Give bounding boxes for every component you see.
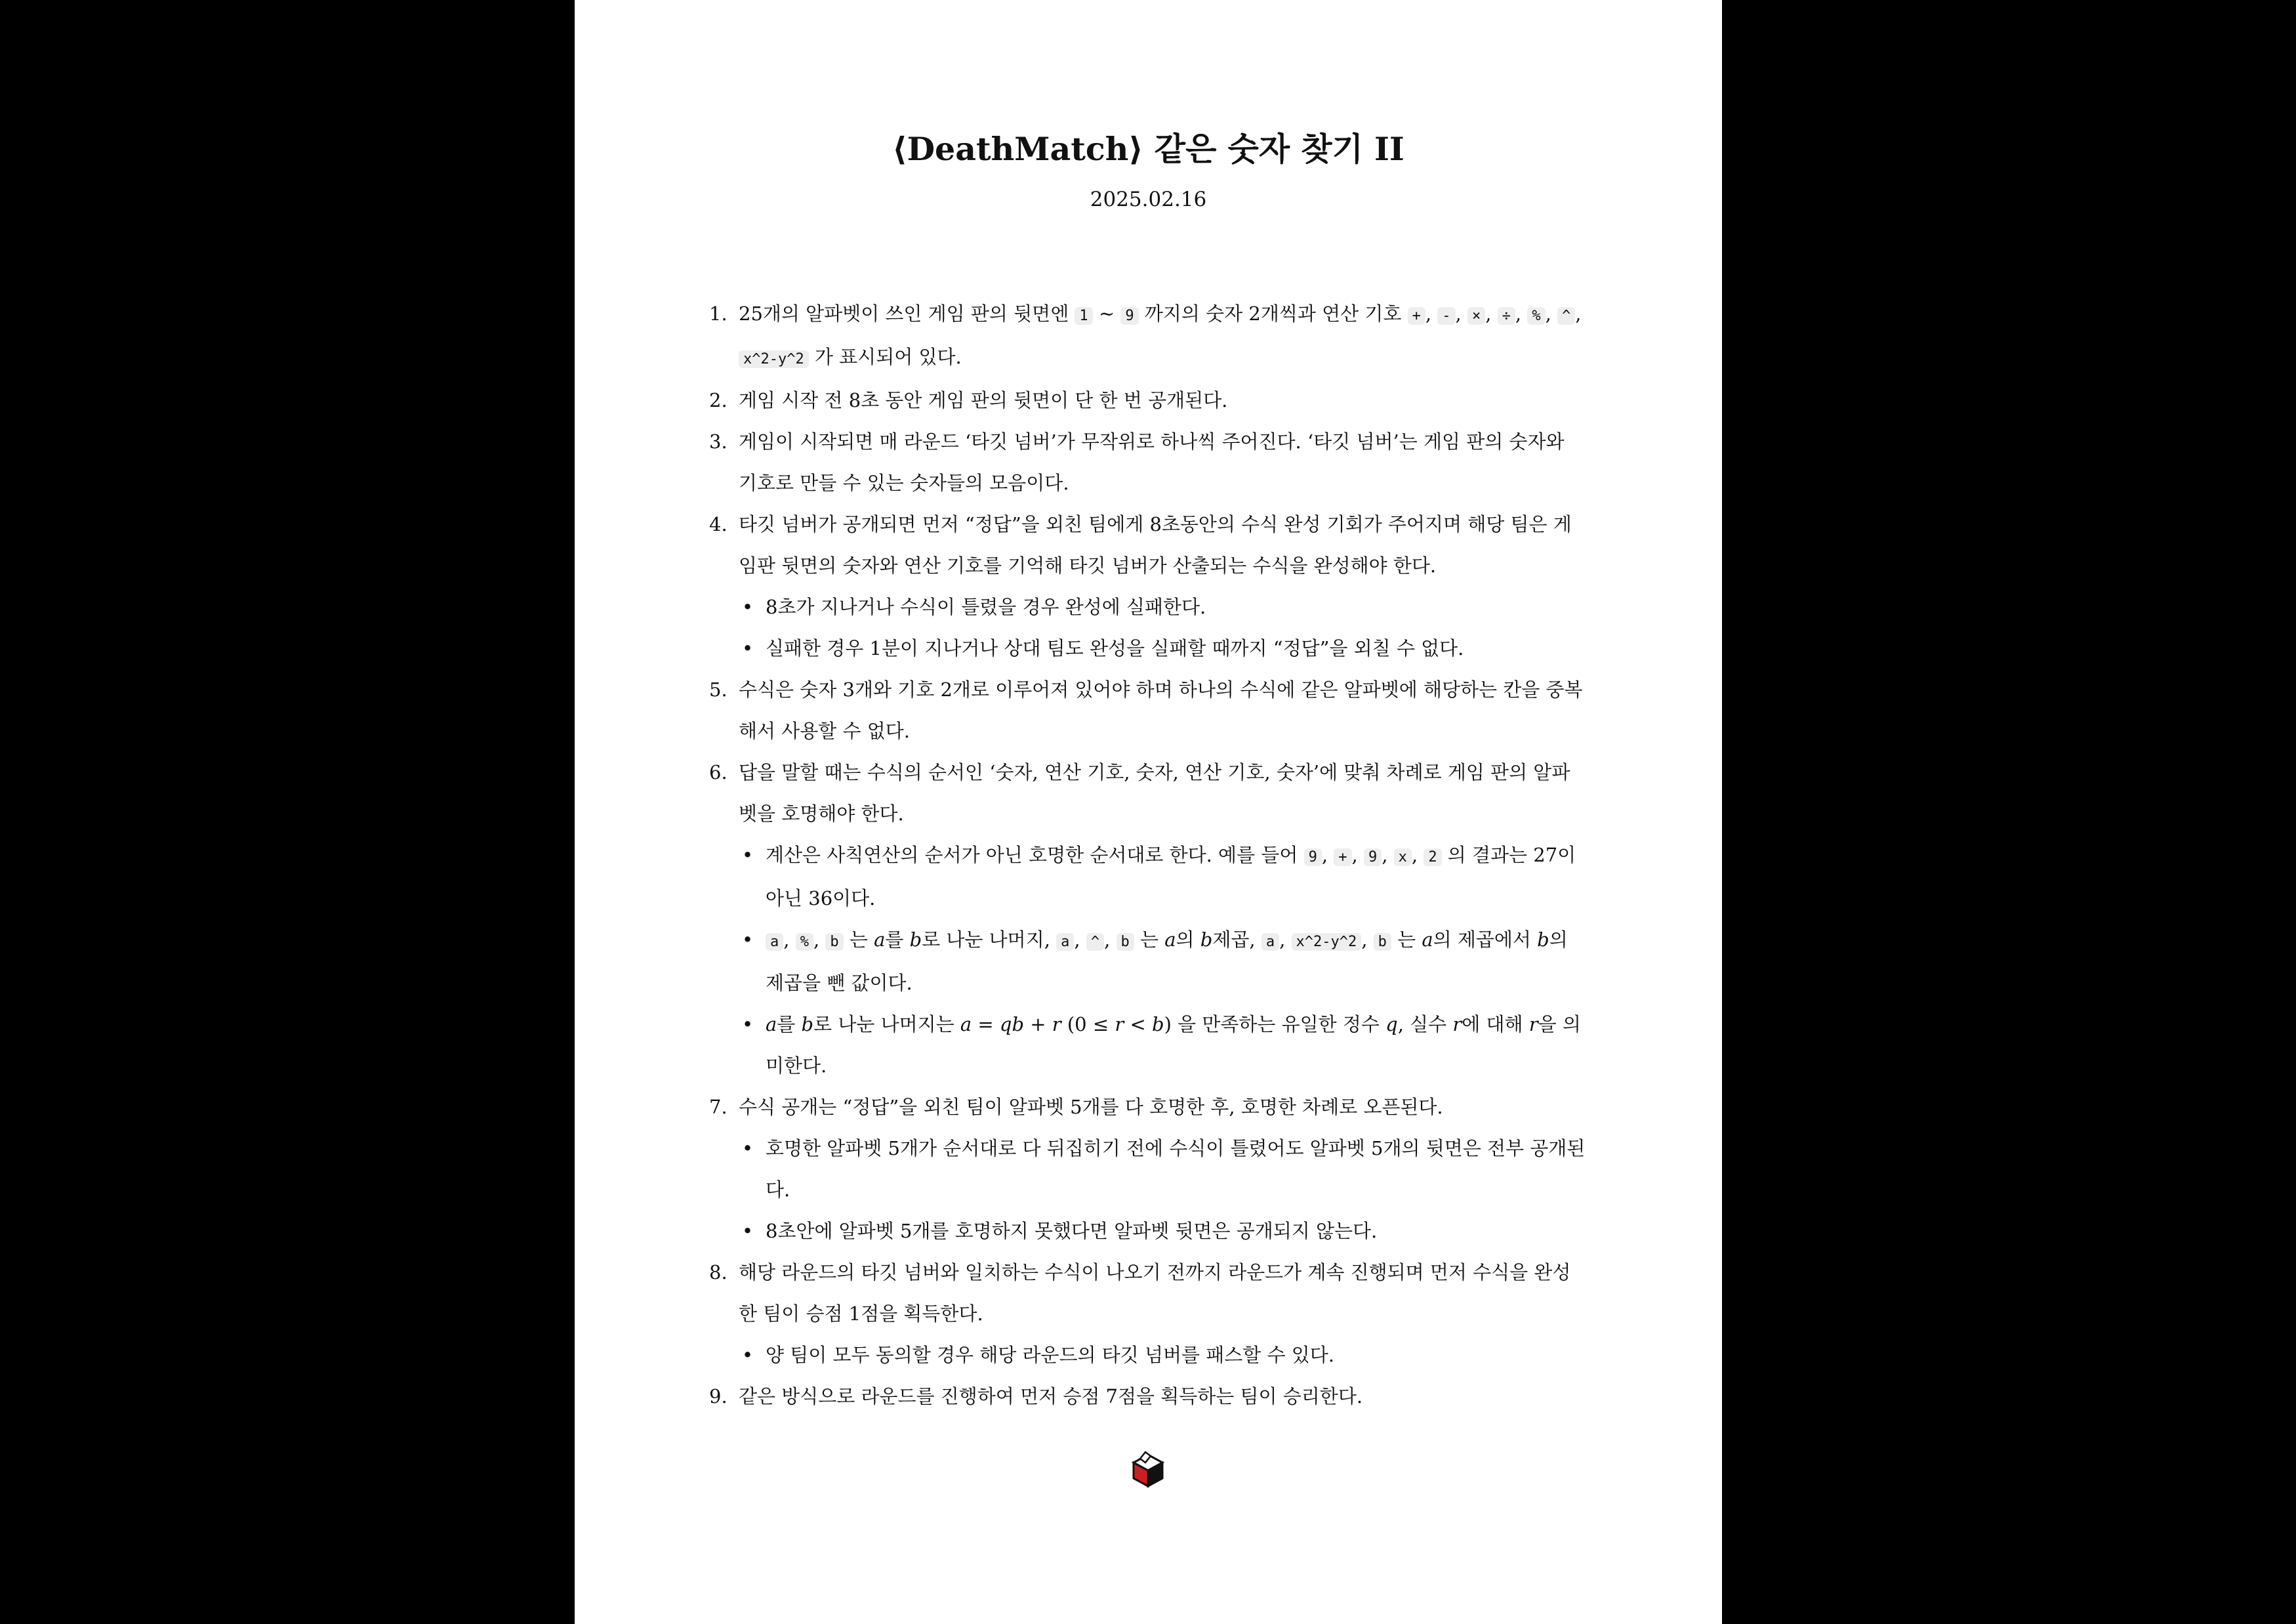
math-var: q bbox=[1385, 1013, 1398, 1035]
code-token: ÷ bbox=[1498, 307, 1515, 325]
code-token: % bbox=[1527, 307, 1545, 325]
separator: , bbox=[1104, 928, 1117, 951]
rule-text: 까지의 숫자 2개씩과 연산 기호 bbox=[1138, 302, 1408, 325]
sub-bullet-6-3 bbox=[709, 1004, 1588, 1087]
math-var: r bbox=[1115, 1013, 1124, 1035]
rule-item-9 bbox=[709, 1376, 1588, 1417]
rule-item-7 bbox=[709, 1087, 1588, 1128]
rule-number: 2. bbox=[709, 389, 728, 411]
sub-bullet-8-1 bbox=[709, 1335, 1588, 1376]
sub-text: (0 ≤ bbox=[1061, 1013, 1115, 1035]
rule-text: 해당 라운드의 타깃 넘버와 일치하는 수식이 나오기 전까지 라운드가 계속 진행되며 먼저 수식을 완성한 팀이 승점 1점을 획득한다. bbox=[739, 1261, 1571, 1325]
separator: , bbox=[1575, 302, 1582, 325]
code-token: b bbox=[825, 933, 843, 951]
math-var: b bbox=[909, 928, 922, 951]
separator: , bbox=[1545, 302, 1558, 325]
separator: , bbox=[1279, 928, 1292, 951]
sub-text: 의 bbox=[1176, 928, 1200, 951]
bullet-marker: • bbox=[742, 844, 754, 866]
sub-text: 호명한 알파벳 5개가 순서대로 다 뒤집히기 전에 수식이 틀렸어도 알파벳 5개의 뒷면은 전부 공개된다. bbox=[766, 1137, 1586, 1201]
rule-text: 게임 시작 전 8초 동안 게임 판의 뒷면이 단 한 번 공개된다. bbox=[739, 389, 1228, 411]
rule-item-8 bbox=[709, 1252, 1588, 1335]
math-equation: a = qb + r bbox=[960, 1013, 1061, 1035]
code-token: 9 bbox=[1120, 307, 1138, 325]
math-var: a bbox=[1422, 928, 1433, 951]
separator: , bbox=[1485, 302, 1498, 325]
rule-text: 타깃 넘버가 공개되면 먼저 “정답”을 외친 팀에게 8초동안의 수식 완성 기회가 주어지며 해당 팀은 게임판 뒷면의 숫자와 연산 기호를 기억해 타깃 넘버가 산출되는 수식을 완성해야 한다. bbox=[739, 513, 1572, 577]
page-title: ⟨DeathMatch⟩ 같은 숫자 찾기 II bbox=[892, 130, 1404, 168]
sub-text: 제곱, bbox=[1212, 928, 1261, 951]
bullet-marker: • bbox=[742, 637, 754, 659]
rule-number: 6. bbox=[709, 761, 728, 783]
math-var: a bbox=[874, 928, 886, 951]
page-date: 2025.02.16 bbox=[1090, 188, 1207, 211]
separator: , bbox=[1321, 844, 1334, 866]
separator: , bbox=[1361, 928, 1374, 951]
rule-text: 가 표시되어 있다. bbox=[808, 346, 962, 368]
code-token: x^2-y^2 bbox=[1292, 933, 1362, 951]
math-var: r bbox=[1528, 1013, 1538, 1035]
separator: , bbox=[813, 928, 826, 951]
bullet-marker: • bbox=[742, 928, 754, 951]
code-token: + bbox=[1334, 848, 1351, 866]
rule-text: 같은 방식으로 라운드를 진행하여 먼저 승점 7점을 획득하는 팀이 승리한다. bbox=[739, 1385, 1363, 1407]
document-page bbox=[575, 0, 1722, 1624]
rule-text: 25개의 알파벳이 쓰인 게임 판의 뒷면엔 bbox=[739, 302, 1075, 325]
sub-text: 양 팀이 모두 동의할 경우 해당 라운드의 타깃 넘버를 패스할 수 있다. bbox=[766, 1344, 1334, 1366]
sub-bullet-4-1 bbox=[709, 587, 1588, 628]
rule-number: 4. bbox=[709, 513, 728, 535]
separator: , bbox=[1074, 928, 1086, 951]
code-token: 9 bbox=[1364, 848, 1382, 866]
code-token: x bbox=[1394, 848, 1412, 866]
rule-text: 수식 공개는 “정답”을 외친 팀이 알파벳 5개를 다 호명한 후, 호명한 차례로 오픈된다. bbox=[739, 1096, 1443, 1118]
sub-bullet-6-1 bbox=[709, 835, 1588, 919]
sub-text: 의 결과는 27이 아닌 36이다. bbox=[766, 844, 1576, 909]
sub-bullet-7-2 bbox=[709, 1211, 1588, 1252]
code-token: 1 bbox=[1075, 307, 1092, 325]
code-token: b bbox=[1374, 933, 1391, 951]
sub-text: 는 bbox=[1134, 928, 1165, 951]
rule-number: 3. bbox=[709, 430, 728, 453]
code-token: % bbox=[796, 933, 813, 951]
separator: , bbox=[1425, 302, 1438, 325]
math-var: a bbox=[766, 1013, 777, 1035]
bullet-marker: • bbox=[742, 1344, 754, 1366]
code-token: ^ bbox=[1557, 307, 1575, 325]
separator: , bbox=[1455, 302, 1467, 325]
box-logo-icon bbox=[1131, 1451, 1165, 1488]
sub-text: 는 bbox=[843, 928, 874, 951]
separator: , bbox=[1515, 302, 1528, 325]
rule-number: 5. bbox=[709, 678, 728, 701]
separator: , bbox=[1411, 844, 1424, 866]
sub-text: 을 의미한다. bbox=[766, 1013, 1581, 1077]
separator: , bbox=[1382, 844, 1394, 866]
code-token: × bbox=[1467, 307, 1485, 325]
separator: , bbox=[783, 928, 796, 951]
bullet-marker: • bbox=[742, 596, 754, 618]
rule-number: 9. bbox=[709, 1385, 728, 1407]
math-var: b bbox=[1537, 928, 1549, 951]
sub-text: 에 대해 bbox=[1462, 1013, 1529, 1035]
rules-list bbox=[709, 293, 1588, 1417]
math-var: a bbox=[1164, 928, 1176, 951]
rule-number: 8. bbox=[709, 1261, 728, 1283]
code-token: a bbox=[1261, 933, 1279, 951]
sub-bullet-4-2 bbox=[709, 628, 1588, 669]
sub-text: , 실수 bbox=[1397, 1013, 1453, 1035]
sub-text: ) 을 만족하는 유일한 정수 bbox=[1164, 1013, 1386, 1035]
separator: , bbox=[1351, 844, 1364, 866]
sub-text: 실패한 경우 1분이 지나거나 상대 팀도 완성을 실패할 때까지 “정답”을 외칠 수 없다. bbox=[766, 637, 1464, 659]
rule-text: 답을 말할 때는 수식의 순서인 ‘숫자, 연산 기호, 숫자, 연산 기호, 숫자’에 맞춰 차례로 게임 판의 알파벳을 호명해야 한다. bbox=[739, 761, 1570, 825]
code-token: - bbox=[1437, 307, 1455, 325]
bullet-marker: • bbox=[742, 1220, 754, 1242]
code-token: + bbox=[1408, 307, 1425, 325]
sub-text: 로 나눈 나머지는 bbox=[813, 1013, 960, 1035]
math-var: b bbox=[1151, 1013, 1164, 1035]
code-token: x^2-y^2 bbox=[739, 350, 809, 368]
sub-text: 를 bbox=[885, 928, 910, 951]
code-token: a bbox=[766, 933, 783, 951]
bullet-marker: • bbox=[742, 1137, 754, 1159]
sub-text: 의 제곱에서 bbox=[1433, 928, 1538, 951]
math-var: r bbox=[1452, 1013, 1462, 1035]
rule-text: 게임이 시작되면 매 라운드 ‘타깃 넘버’가 무작위로 하나씩 주어진다. ‘타깃 넘버’는 게임 판의 숫자와 기호로 만들 수 있는 숫자들의 모음이다. bbox=[739, 430, 1565, 494]
sub-text: 는 bbox=[1391, 928, 1422, 951]
sub-text: 8초안에 알파벳 5개를 호명하지 못했다면 알파벳 뒷면은 공개되지 않는다. bbox=[766, 1220, 1378, 1242]
sub-text: < bbox=[1124, 1013, 1152, 1035]
code-token: b bbox=[1117, 933, 1134, 951]
rule-text: ~ bbox=[1092, 302, 1121, 325]
code-token: a bbox=[1056, 933, 1074, 951]
sub-text: 를 bbox=[777, 1013, 802, 1035]
sub-bullet-6-2 bbox=[709, 919, 1588, 1004]
math-var: b bbox=[1200, 928, 1213, 951]
sub-text: 의 제곱을 뺀 값이다. bbox=[766, 928, 1568, 994]
rule-item-3 bbox=[709, 421, 1588, 504]
rule-text: 수식은 숫자 3개와 기호 2개로 이루어져 있어야 하며 하나의 수식에 같은 알파벳에 해당하는 칸을 중복해서 사용할 수 없다. bbox=[739, 678, 1583, 742]
sub-text: 계산은 사칙연산의 순서가 아닌 호명한 순서대로 한다. 예를 들어 bbox=[766, 844, 1304, 866]
rule-number: 1. bbox=[709, 302, 728, 325]
code-token: 9 bbox=[1304, 848, 1322, 866]
rule-item-5 bbox=[709, 669, 1588, 752]
rule-item-1 bbox=[709, 293, 1588, 380]
rule-item-2 bbox=[709, 380, 1588, 421]
rule-item-6 bbox=[709, 752, 1588, 835]
sub-text: 로 나눈 나머지, bbox=[922, 928, 1057, 951]
rule-item-4 bbox=[709, 504, 1588, 587]
bullet-marker: • bbox=[742, 1013, 754, 1035]
code-token: 2 bbox=[1424, 848, 1441, 866]
sub-bullet-7-1 bbox=[709, 1128, 1588, 1211]
sub-text: 8초가 지나거나 수식이 틀렸을 경우 완성에 실패한다. bbox=[766, 596, 1206, 618]
math-var: b bbox=[801, 1013, 814, 1035]
rule-number: 7. bbox=[709, 1096, 728, 1118]
code-token: ^ bbox=[1086, 933, 1104, 951]
